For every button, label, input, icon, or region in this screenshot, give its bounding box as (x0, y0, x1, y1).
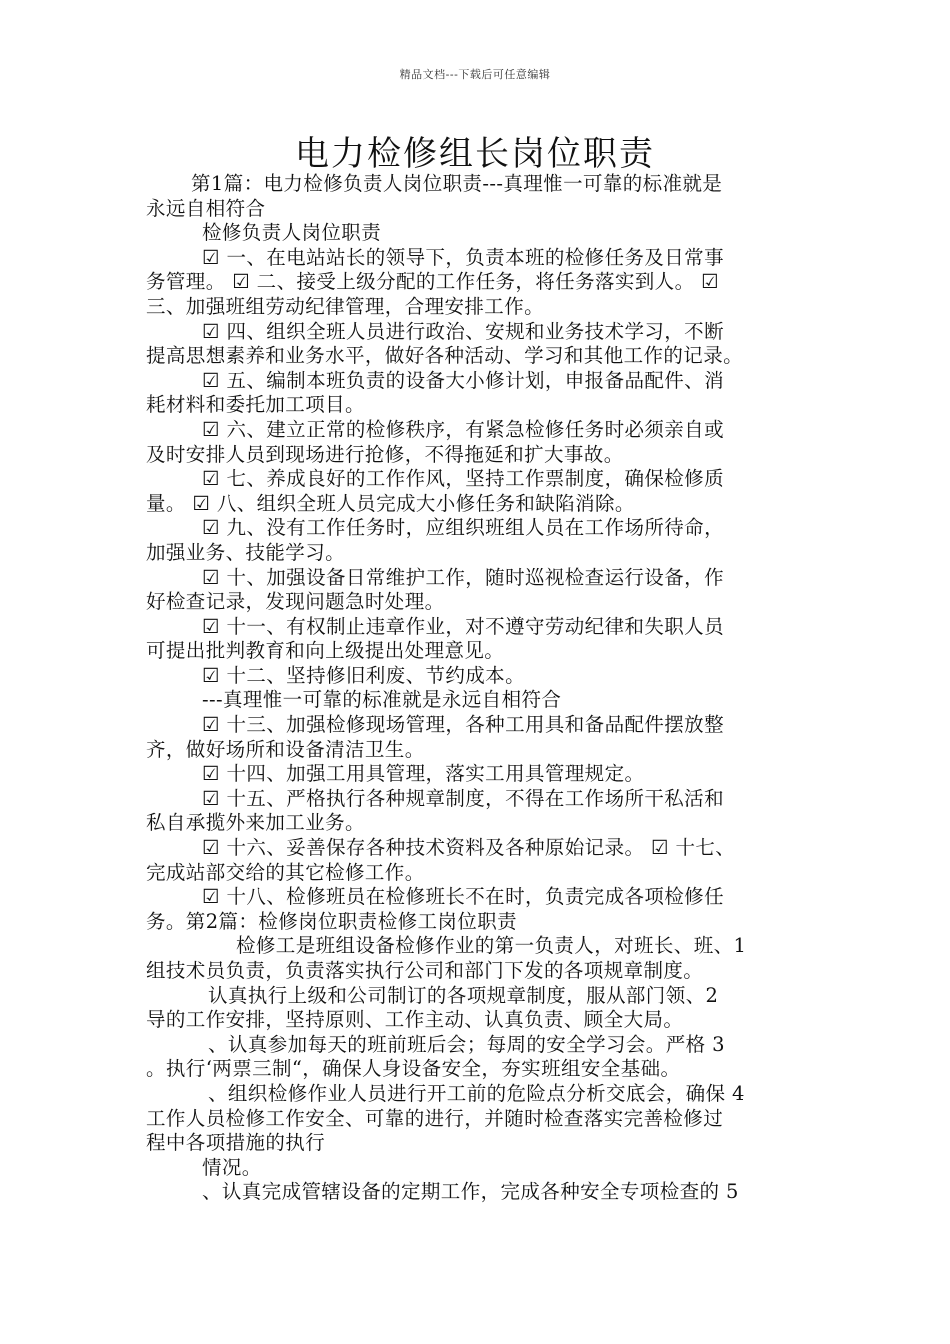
text-line: ☑ 十、加强设备日常维护工作，随时巡视检查运行设备，作 (202, 565, 724, 589)
text-line: ☑ 十四、加强工用具管理，落实工用具管理规定。 (202, 762, 645, 786)
text-line: 务管理。 ☑ 二、接受上级分配的工作任务，将任务落实到人。 ☑ (146, 270, 719, 294)
text-line: 量。 ☑ 八、组织全班人员完成大小修任务和缺陷消除。 (146, 491, 635, 515)
text-line: 程中各项措施的执行 (146, 1131, 326, 1155)
text-line: 齐，做好场所和设备清洁卫生。 (146, 737, 425, 761)
text-line: 私自承揽外来加工业务。 (146, 811, 365, 835)
text-line: 三、加强班组劳动纪律管理，合理安排工作。 (146, 294, 545, 318)
text-line: ☑ 一、在电站站长的领导下，负责本班的检修任务及日常事 (202, 245, 724, 269)
text-line: 情况。 (202, 1155, 262, 1179)
text-line: ☑ 十二、坚持修旧利废、节约成本。 (202, 663, 525, 687)
text-line: 检修负责人岗位职责 (202, 221, 382, 245)
text-line: ☑ 十五、严格执行各种规章制度，不得在工作场所干私活和 (202, 786, 724, 810)
text-line: ☑ 十六、妥善保存各种技术资料及各种原始记录。 ☑ 十七、 (202, 836, 736, 860)
text-line: 可提出批判教育和向上级提出处理意见。 (146, 639, 505, 663)
text-line: 组技术员负责，负责落实执行公司和部门下发的各项规章制度。 (146, 959, 704, 982)
text-line: 检修工是班组设备检修作业的第一负责人，对班长、班、1 (236, 934, 747, 958)
text-line: 耗材料和委托加工项目。 (146, 393, 365, 417)
text-line: ☑ 六、建立正常的检修秩序，有紧急检修任务时必须亲自或 (202, 417, 724, 441)
text-line: 认真执行上级和公司制订的各项规章制度，服从部门领、2 (208, 983, 719, 1007)
text-line: 、认真参加每天的班前班后会；每周的安全学习会。严格 3 (208, 1032, 725, 1056)
text-line: 、组织检修作业人员进行开工前的危险点分析交底会，确保 4 (208, 1081, 745, 1105)
text-line: ☑ 十一、有权制止违章作业，对不遵守劳动纪律和失职人员 (202, 614, 724, 638)
text-line: 务。第2篇：检修岗位职责检修工岗位职责 (146, 909, 518, 933)
text-line: ☑ 七、养成良好的工作作风，坚持工作票制度，确保检修质 (202, 467, 724, 491)
text-line: ☑ 九、没有工作任务时，应组织班组人员在工作场所待命， (202, 516, 724, 540)
text-line: 提高思想素养和业务水平，做好各种活动、学习和其他工作的记录。 (146, 344, 744, 368)
text-line: 永远自相符合 (146, 196, 266, 220)
text-line: ☑ 四、组织全班人员进行政治、安规和业务技术学习，不断 (202, 319, 724, 343)
text-line: 及时安排人员到现场进行抢修，不得拖延和扩大事故。 (146, 442, 624, 466)
header-note: 精品文档---下载后可任意编辑 (399, 68, 551, 81)
text-line: 第1篇：电力检修负责人岗位职责---真理惟一可靠的标准就是 (191, 172, 723, 195)
text-line: ☑ 十三、加强检修现场管理，各种工用具和备品配件摆放整 (202, 713, 724, 737)
text-line: 工作人员检修工作安全、可靠的进行，并随时检查落实完善检修过 (146, 1106, 724, 1130)
text-line: ---真理惟一可靠的标准就是永远自相符合 (202, 688, 562, 712)
text-line: 。执行‘两票三制“，确保人身设备安全，夯实班组安全基础。 (146, 1057, 681, 1081)
text-line: 完成站部交给的其它检修工作。 (146, 860, 425, 884)
text-line: 加强业务、技能学习。 (146, 540, 346, 564)
text-line: 导的工作安排，坚持原则、工作主动、认真负责、顾全大局。 (146, 1008, 684, 1032)
text-line: ☑ 十八、检修班员在检修班长不在时，负责完成各项检修任 (202, 885, 724, 909)
text-line: ☑ 五、编制本班负责的设备大小修计划，申报备品配件、消 (202, 368, 724, 392)
document-title: 电力检修组长岗位职责 (295, 134, 655, 174)
text-line: 好检查记录，发现问题急时处理。 (146, 590, 445, 614)
text-line: 、认真完成管辖设备的定期工作，完成各种安全专项检查的 5 (202, 1180, 739, 1204)
document-body (146, 172, 814, 1205)
